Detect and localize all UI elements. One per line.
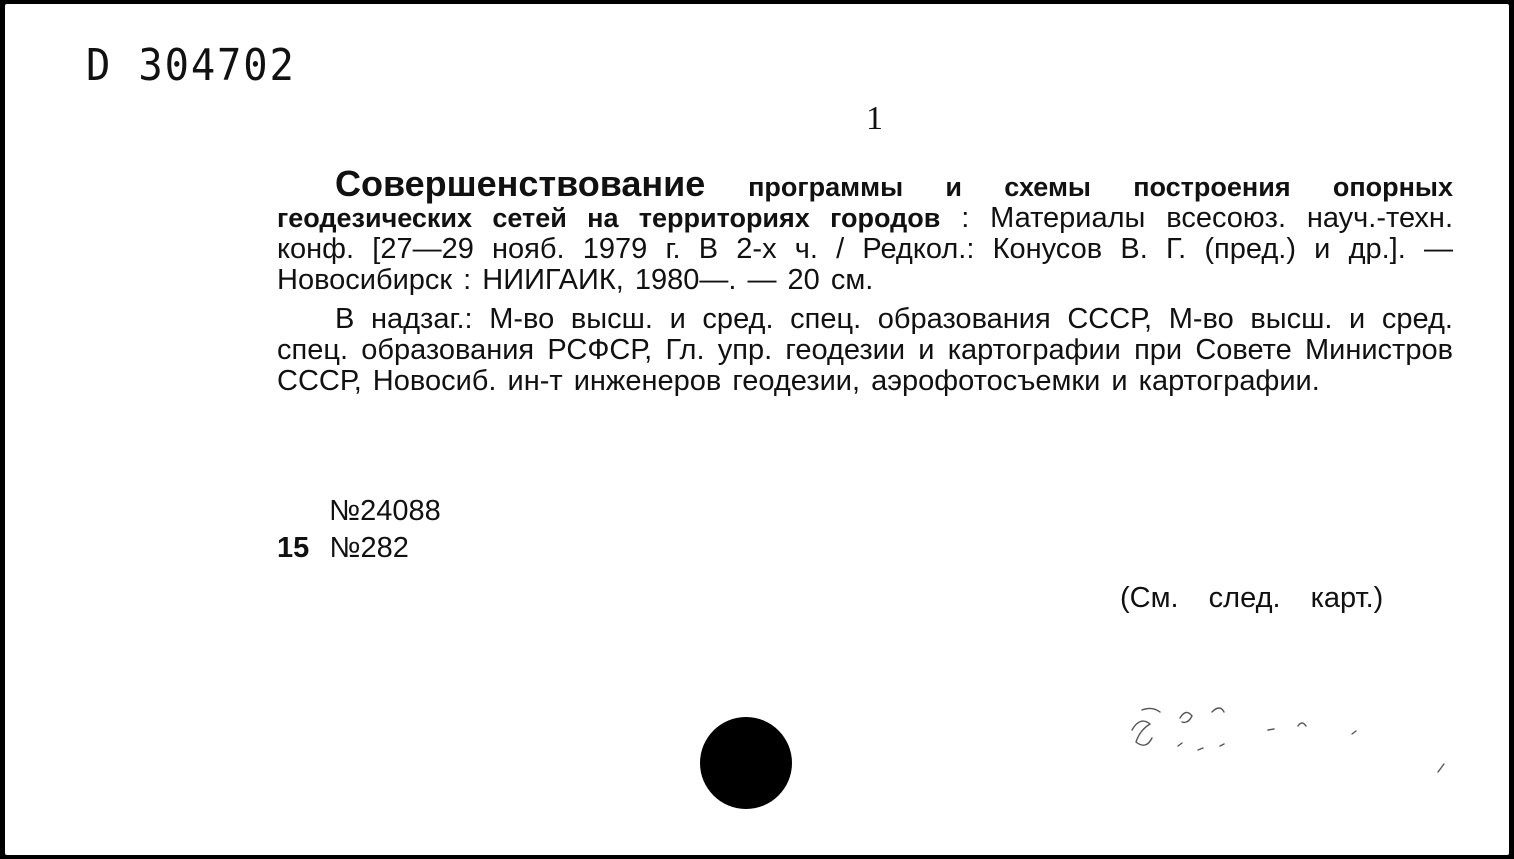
shelf-number: №282 <box>329 532 409 564</box>
faint-pencil-mark <box>1120 690 1460 800</box>
bibliographic-description <box>277 163 1454 397</box>
continuation-note: (См. след. карт.) <box>1120 582 1384 614</box>
main-entry-paragraph <box>277 163 1454 296</box>
punch-hole <box>700 717 792 809</box>
inventory-number: №24088 <box>329 495 441 527</box>
volume-mark: 1 <box>866 100 883 137</box>
title-rest: программы и схемы построения опорных геодезических сетей на территориях городов <box>277 172 1453 233</box>
title-lead: Совершенствование <box>335 163 706 204</box>
note-paragraph: В надзаг.: М-во высш. и сред. спец. образования СССР, М-во высш. и сред. спец. образования РСФСР, Гл. упр. геодезии и картографии при Совете Министров СССР, Новосиб. ин-т инженеров геодезии, аэрофотосъемки и картографии. <box>277 303 1453 397</box>
shelf-prefix: 15 <box>277 532 310 564</box>
shelf-line <box>277 532 409 565</box>
description-tail: : Материалы всесоюз. науч.-техн. конф. [27—29 нояб. 1979 г. В 2-х ч. / Редкол.: Конусов В. Г. (пред.) и др.]. — Новосибирск : НИИГАИК, 1980—. — 20 см. <box>277 202 1454 296</box>
call-number: D 304702 <box>86 40 296 91</box>
